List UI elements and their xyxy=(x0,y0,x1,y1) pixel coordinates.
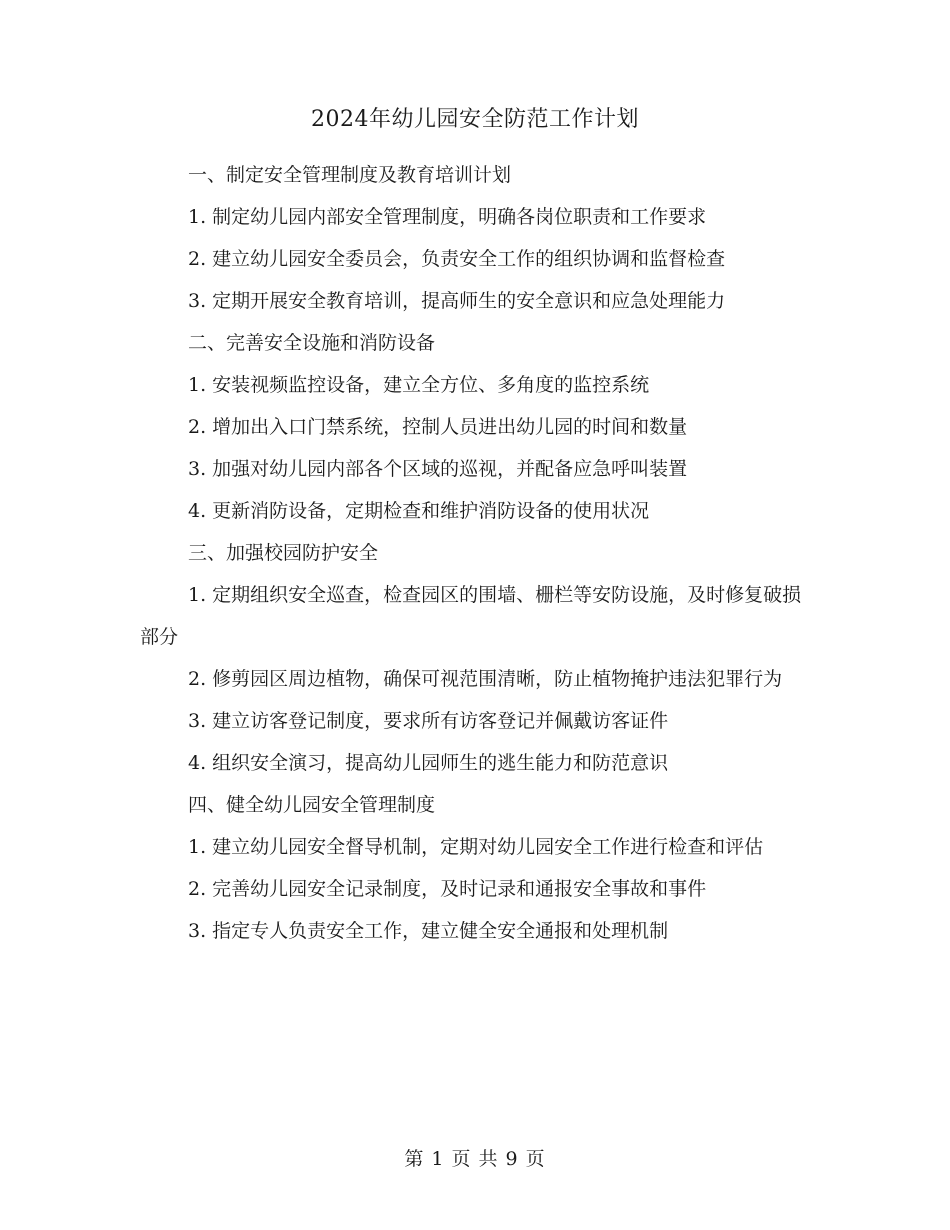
list-item: 1. 安装视频监控设备，建立全方位、多角度的监控系统 xyxy=(188,374,650,396)
section-heading: 四、健全幼儿园安全管理制度 xyxy=(188,794,436,816)
list-item: 4. 组织安全演习，提高幼儿园师生的逃生能力和防范意识 xyxy=(188,752,669,774)
list-item: 1. 定期组织安全巡查，检查园区的围墙、栅栏等安防设施，及时修复破损部分 xyxy=(140,584,802,648)
list-item: 1. 制定幼儿园内部安全管理制度，明确各岗位职责和工作要求 xyxy=(188,206,707,228)
section-heading: 一、制定安全管理制度及教育培训计划 xyxy=(188,164,512,186)
list-item: 2. 增加出入口门禁系统，控制人员进出幼儿园的时间和数量 xyxy=(188,416,688,438)
document-body xyxy=(140,154,810,952)
page-number: 第 1 页 共 9 页 xyxy=(404,1148,546,1170)
list-item: 2. 完善幼儿园安全记录制度，及时记录和通报安全事故和事件 xyxy=(188,878,707,900)
list-item: 3. 指定专人负责安全工作，建立健全安全通报和处理机制 xyxy=(188,920,669,942)
list-item: 3. 建立访客登记制度，要求所有访客登记并佩戴访客证件 xyxy=(188,710,669,732)
list-item: 3. 定期开展安全教育培训，提高师生的安全意识和应急处理能力 xyxy=(188,290,726,312)
list-item: 4. 更新消防设备，定期检查和维护消防设备的使用状况 xyxy=(188,500,650,522)
list-item: 1. 建立幼儿园安全督导机制，定期对幼儿园安全工作进行检查和评估 xyxy=(188,836,764,858)
list-item: 2. 建立幼儿园安全委员会，负责安全工作的组织协调和监督检查 xyxy=(188,248,726,270)
section-heading: 三、加强校园防护安全 xyxy=(188,542,379,564)
list-item: 3. 加强对幼儿园内部各个区域的巡视，并配备应急呼叫装置 xyxy=(188,458,688,480)
document-title: 2024年幼儿园安全防范工作计划 xyxy=(311,107,639,132)
list-item: 2. 修剪园区周边植物，确保可视范围清晰，防止植物掩护违法犯罪行为 xyxy=(188,668,783,690)
section-heading: 二、完善安全设施和消防设备 xyxy=(188,332,436,354)
